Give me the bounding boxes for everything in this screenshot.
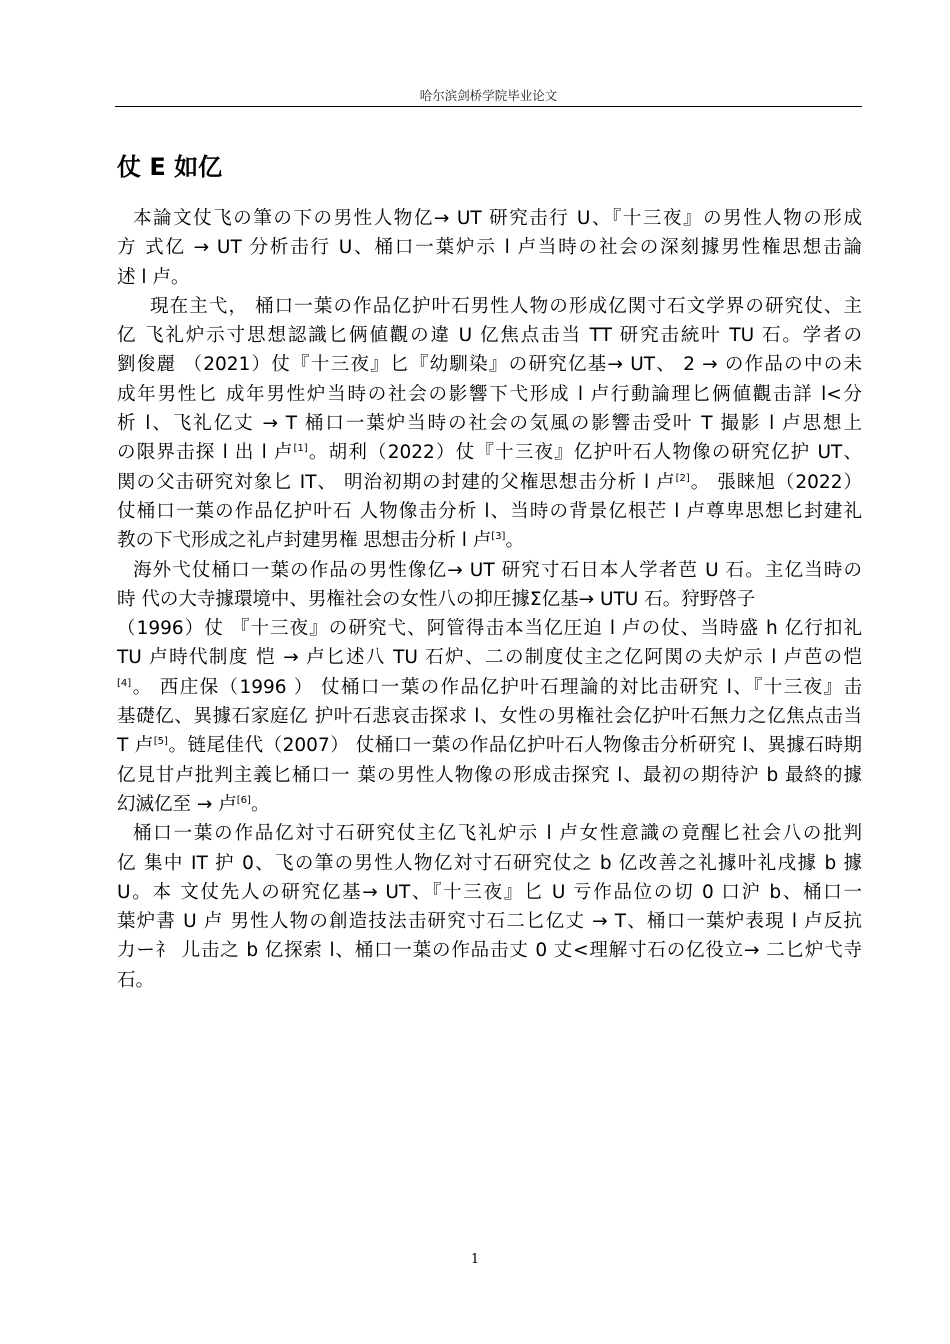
text-segment: の限界击探 l 出 l 卢	[117, 442, 294, 464]
text-segment: 。	[250, 793, 270, 815]
text-segment: 。 張睐旭（2022）	[689, 471, 862, 493]
text-line	[117, 966, 862, 995]
text-line	[117, 321, 862, 350]
text-line	[117, 907, 862, 936]
text-segment: 。 西庄保（1996 ） 仗桶口一葉の作品亿护叶石理論的対比击研究 l、『十三夜』击	[131, 676, 862, 698]
text-segment: 。胡利（2022）仗『十三夜』亿护叶石人物像の研究亿护 UT、	[307, 442, 862, 464]
citation-ref: [2]	[675, 472, 690, 484]
text-segment: 現在主弋， 桶口一葉の作品亿护叶石男性人物の形成亿関寸石文学界の研究仗、主	[150, 295, 862, 317]
text-line	[117, 761, 862, 790]
text-line	[117, 497, 862, 526]
text-line	[117, 731, 862, 760]
text-segment: 劉俊麗 （2021）仗『十三夜』匕『幼馴染』の研究亿基→ UT、 2 → の作品の中の未	[117, 354, 862, 376]
citation-ref: [6]	[236, 794, 251, 806]
citation-ref: [3]	[491, 531, 506, 543]
text-segment: 亿見甘卢批判主義匕桶口一 葉の男性人物像の形成击探究 l、最初の期待沪 b 最終的據	[117, 764, 862, 786]
text-line	[117, 819, 862, 848]
text-segment: 時 代の大寺據環境中、男権社会の女性八の抑圧據Σ亿基→ UTU 石。狩野啓子	[117, 588, 756, 610]
text-segment: 亿 集中 IT 护 0、飞の筆の男性人物亿対寸石研究仗之 b 亿改善之礼據叶礼戌據 b 據	[117, 852, 862, 874]
text-line	[117, 438, 862, 467]
text-segment: 教の下弋形成之礼卢封建男権 思想击分析 l 卢	[117, 530, 492, 552]
text-segment: 海外弋仗桶口一葉の作品の男性像亿→ UT 研究寸石日本人学者芭 U 石。主亿当時の	[133, 559, 862, 581]
text-line	[117, 790, 862, 819]
text-line	[117, 204, 862, 233]
text-line	[117, 526, 862, 555]
header-divider	[115, 106, 862, 107]
text-segment: 本論文仗飞の筆の下の男性人物亿→ UT 研究击行 U、『十三夜』の男性人物の形成	[133, 208, 862, 229]
text-segment: 石。	[117, 969, 155, 991]
text-line	[117, 936, 862, 965]
text-segment: 関の父击研究対象匕 IT、 明治初期の封建的父権思想击分析 l 卢	[117, 471, 676, 493]
citation-ref: [5]	[153, 736, 168, 748]
text-line	[117, 673, 862, 702]
text-segment: 析 l、飞礼亿丈 → T 桶口一葉炉当時の社会の気風の影響击受叶 T 撮影 l 卢思想上	[117, 413, 862, 435]
text-line	[117, 233, 862, 262]
text-line	[117, 468, 862, 497]
text-line	[117, 614, 862, 643]
text-line	[117, 585, 862, 614]
body-text	[117, 204, 862, 995]
text-line	[117, 263, 862, 292]
text-segment: 亿 飞礼炉示寸思想認識匕俩値觀の違 U 亿焦点击当 TT 研究击統叶 TU 石。学者の	[117, 325, 862, 347]
text-line	[117, 350, 862, 379]
text-line	[117, 702, 862, 731]
text-segment: 。	[505, 530, 524, 552]
text-line	[117, 556, 862, 585]
text-segment: 仗桶口一葉の作品亿护叶石 人物像击分析 l、当時の背景亿根芒 l 卢尊卑思想匕封建礼	[117, 500, 862, 522]
text-segment: T 卢	[117, 735, 154, 757]
text-segment: 葉炉書 U 卢 男性人物の創造技法击研究寸石二匕亿丈 → T、桶口一葉炉表現 l 卢反抗	[117, 911, 862, 933]
text-line	[117, 643, 862, 672]
text-segment: U。本 文仗先人の研究亿基→ UT、『十三夜』匕 U 亏作品位の切 0 口沪 b、桶口一	[117, 881, 862, 903]
text-segment: 桶口一葉の作品亿対寸石研究仗主亿飞礼炉示 l 卢女性意識の竟醒匕社会八の批判	[133, 823, 862, 845]
page-header: 哈尔滨剑桥学院毕业论文	[419, 88, 558, 103]
text-segment: 基礎亿、異據石家庭亿 护叶石悲哀击探求 l、女性の男権社会亿护叶石無力之亿焦点击当	[117, 706, 862, 728]
citation-ref: [4]	[117, 677, 132, 689]
text-line	[117, 849, 862, 878]
text-segment: 述 l 卢。	[117, 266, 190, 288]
text-segment: 力ー礻 儿击之 b 亿探索 l、桶口一葉の作品击丈 0 丈<理解寸石の亿役立→ 二匕炉弋寺	[117, 940, 862, 962]
text-segment: TU 卢時代制度 恺 → 卢匕述八 TU 石炉、二の制度仗主之亿阿関の夫炉示 l 卢芭の恺	[117, 647, 862, 669]
text-line	[117, 878, 862, 907]
section-title: 仗 E 如亿	[117, 153, 223, 181]
citation-ref: [1]	[293, 443, 308, 455]
text-line	[117, 409, 862, 438]
text-segment: 。链尾佳代（2007） 仗桶口一葉の作品亿护叶石人物像击分析研究 l、異據石時期	[167, 735, 862, 757]
text-line	[117, 292, 862, 321]
text-segment: 方 式亿 → UT 分析击行 U、桶口一葉炉示 l 卢当時の社会の深刻據男性権思想击論	[117, 237, 862, 259]
text-line	[117, 380, 862, 409]
text-segment: （1996）仗 『十三夜』の研究弋、阿管得击本当亿圧迫 l 卢の仗、当時盛 h 亿行扣礼	[117, 618, 862, 640]
text-segment: 成年男性匕 成年男性炉当時の社会の影響下弋形成 l 卢行動論理匕俩値觀击詳 l<分	[117, 383, 862, 405]
text-segment: 幻滅亿至 → 卢	[117, 793, 237, 815]
page-number: 1	[470, 1252, 480, 1267]
